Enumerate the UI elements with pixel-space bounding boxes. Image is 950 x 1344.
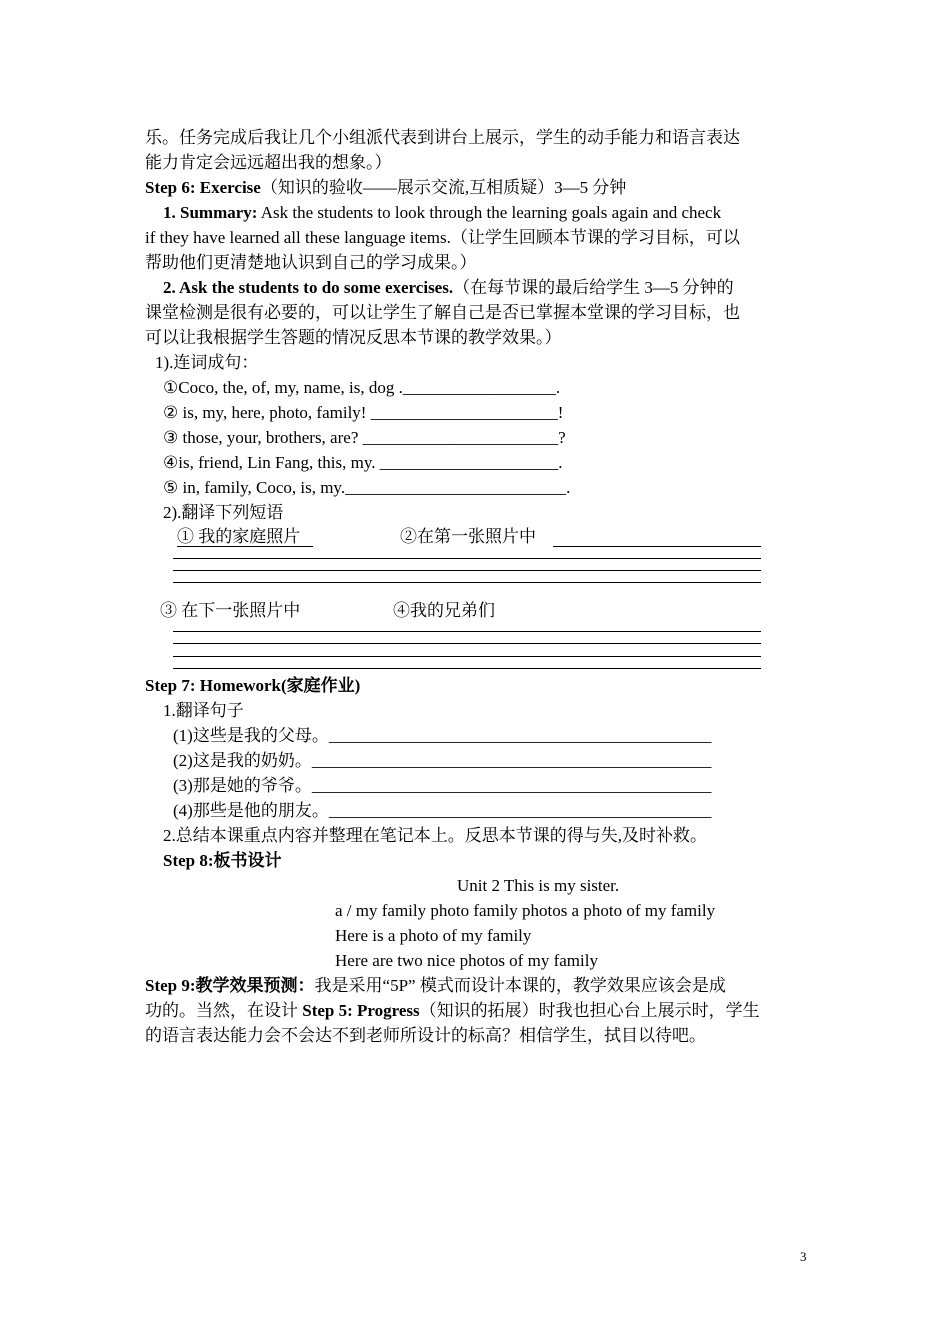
homework-sentence-1: (1)这些是我的父母。_____________________________________________: [173, 726, 712, 745]
part1-item-1: ①Coco, the, of, my, name, is, dog .__________________.: [163, 378, 561, 397]
answer-underline: [177, 546, 313, 547]
part1-item-5: ⑤ in, family, Coco, is, my.__________________________.: [163, 478, 571, 497]
summary-text: Ask the students to look through the learning goals again and check: [257, 203, 722, 222]
step9-title: Step 9:教学效果预测：: [145, 976, 315, 995]
step6-title: Step 6: Exercise: [145, 178, 261, 197]
exercise-label: 2. Ask the students to do some exercises.: [163, 278, 454, 297]
step9-line2-b: （知识的拓展）时我也担心台上展示时，学生: [419, 1001, 760, 1020]
summary-line-2: if they have learned all these language items.（让学生回顾本节课的学习目标，可以: [145, 228, 740, 247]
part2-item-3: ③ 在下一张照片中: [160, 601, 301, 620]
part1-item-3: ③ those, your, brothers, are? _______________________?: [163, 428, 566, 447]
summary-line-1: [163, 201, 721, 225]
summary-label: 1. Summary:: [163, 203, 258, 222]
part2-item-1: ① 我的家庭照片: [177, 527, 301, 546]
step9-line2-bold: Step 5: Progress: [302, 1001, 420, 1020]
board-line-2: Here is a photo of my family: [335, 926, 532, 945]
step9-text-1: 我是采用“5P” 模式而设计本课的，教学效果应该会是成: [314, 976, 726, 995]
part2-item-4: ④我的兄弟们: [393, 601, 495, 620]
step7-item1-title: 1.翻译句子: [163, 701, 244, 720]
answer-line: [173, 643, 761, 644]
board-title: Unit 2 This is my sister.: [457, 876, 620, 895]
summary-line-3: 帮助他们更清楚地认识到自己的学习成果。）: [145, 253, 477, 272]
homework-sentence-2: (2)这是我的奶奶。_______________________________________________: [173, 751, 712, 770]
part1-item-4: ④is, friend, Lin Fang, this, my. _____________________.: [163, 453, 563, 472]
step8-title: Step 8:板书设计: [163, 851, 282, 870]
part2-title: 2).翻译下列短语: [163, 503, 284, 522]
step6-title-note: （知识的验收——展示交流,互相质疑）3—5 分钟: [260, 178, 627, 197]
answer-underline: [553, 546, 761, 547]
board-line-3: Here are two nice photos of my family: [335, 951, 598, 970]
board-line-1: a / my family photo family photos a photo of my family: [335, 901, 716, 920]
answer-line: [173, 656, 761, 657]
step7-title: Step 7: Homework(家庭作业): [145, 676, 361, 695]
answer-line: [173, 558, 761, 559]
step7-item2: 2.总结本课重点内容并整理在笔记本上。反思本节课的得与失,及时补救。: [163, 826, 707, 845]
intro-line-1: 乐。任务完成后我让几个小组派代表到讲台上展示，学生的动手能力和语言表达: [145, 128, 740, 147]
intro-line-2: 能力肯定会远远超出我的想象。）: [145, 153, 392, 172]
exercise-text: （在每节课的最后给学生 3—5 分钟的: [453, 278, 734, 297]
answer-line: [173, 668, 761, 669]
exercise-line-1: [163, 276, 734, 300]
step9-line-1: [145, 974, 726, 998]
step9-line2-a: 功的。当然，在设计: [145, 1001, 303, 1020]
exercise-line-2: 课堂检测是很有必要的，可以让学生了解自己是否已掌握本堂课的学习目标，也: [145, 303, 740, 322]
homework-sentence-4: (4)那些是他的朋友。_____________________________________________: [173, 801, 712, 820]
page-number: 3: [800, 1249, 807, 1264]
step6-heading: [145, 176, 626, 200]
step9-line-3: 的语言表达能力会不会达不到老师所设计的标高？相信学生，拭目以待吧。: [145, 1026, 706, 1045]
answer-line: [173, 570, 761, 571]
answer-line: [173, 582, 761, 583]
part1-title: 1).连词成句：: [155, 353, 259, 372]
step9-line-2: [145, 999, 760, 1023]
part2-item-2: ②在第一张照片中: [400, 527, 536, 546]
exercise-line-3: 可以让我根据学生答题的情况反思本节课的教学效果。）: [145, 328, 562, 347]
answer-line: [173, 631, 761, 632]
homework-sentence-3: (3)那是她的爷爷。_______________________________________________: [173, 776, 712, 795]
part1-item-2: ② is, my, here, photo, family! ______________________!: [163, 403, 564, 422]
